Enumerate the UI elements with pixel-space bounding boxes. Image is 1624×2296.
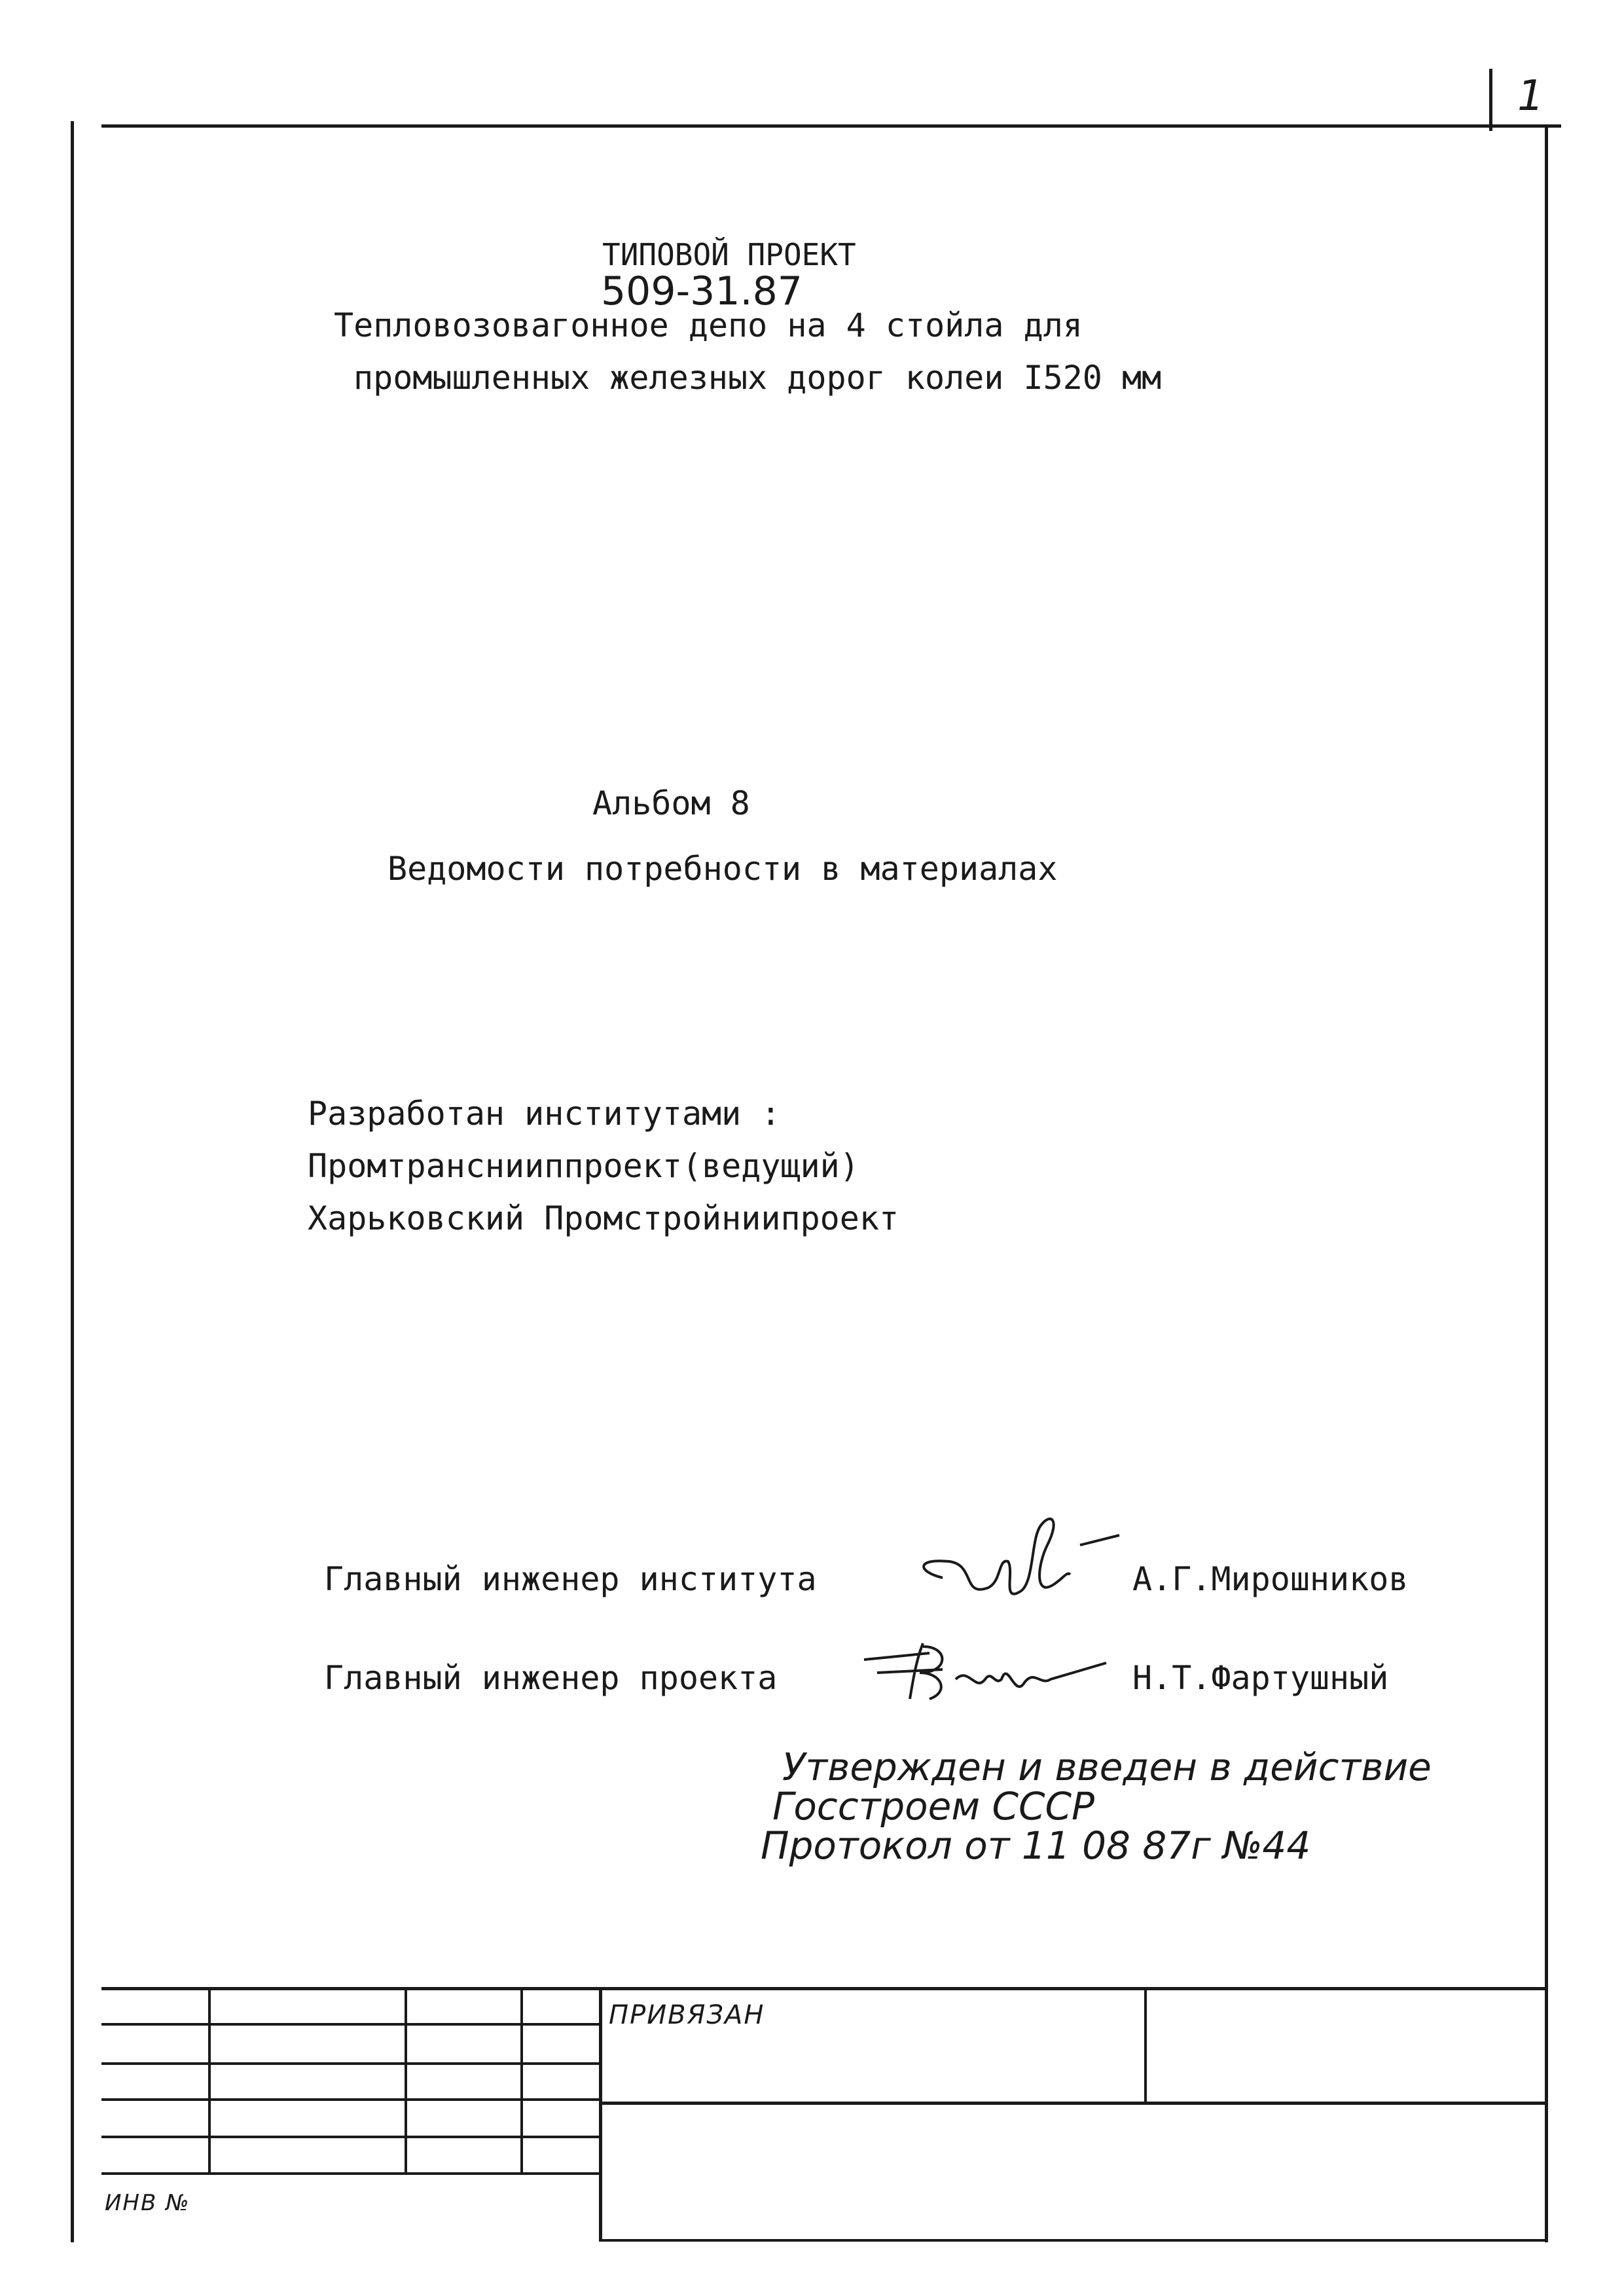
frame-left (71, 121, 74, 2242)
chief-engineer-institute-role: Главный инженер института (324, 1560, 817, 1598)
subtitle-line-1: Тепловозовагонное депо на 4 стойла для (334, 306, 1083, 344)
title-block-col-3 (520, 1987, 523, 2174)
title-block-bottom (599, 2239, 1548, 2242)
title-block-row-1 (101, 2023, 599, 2026)
album-label: Альбом 8 (592, 784, 750, 822)
title-block-col-5 (1144, 1987, 1147, 2104)
chief-engineer-project-name: Н.Т.Фартушный (1132, 1659, 1389, 1697)
title-block-row-2 (101, 2062, 599, 2065)
title-block-row-5 (101, 2172, 599, 2175)
title-block-col-1 (208, 1987, 211, 2174)
page-number-divider (1489, 69, 1492, 131)
chief-engineer-institute-name: А.Г.Мирошников (1132, 1560, 1409, 1598)
developer-institute-1: Промтранснииппроект(ведущий) (308, 1147, 859, 1185)
approval-line-2: Госстроем СССР (772, 1784, 1095, 1829)
signature-fartushny (851, 1633, 1126, 1705)
approval-line-3: Протокол от 11 08 87г №44 (761, 1823, 1311, 1868)
subtitle-line-2: промышленных железных дорог колеи I520 мм (353, 359, 1162, 397)
frame-top (101, 124, 1561, 128)
album-title: Ведомости потребности в материалах (388, 850, 1058, 888)
developer-institute-2: Харьковский Промстройниипроект (308, 1199, 899, 1237)
bound-label: ПРИВЯЗАН (609, 2000, 765, 2030)
title-block-row-4 (101, 2136, 599, 2138)
title-block-top (101, 1987, 1548, 1990)
page-number: 1 (1517, 72, 1544, 120)
frame-right (1545, 124, 1548, 2242)
title-block-col-4 (599, 1987, 602, 2239)
signature-miroshnikov (903, 1499, 1139, 1624)
title-block-mid (599, 2102, 1548, 2105)
approval-line-1: Утвержден и введен в действие (782, 1745, 1432, 1789)
page-title: ТИПОВОЙ ПРОЕКТ (602, 237, 856, 272)
developers-heading: Разработан институтами : (308, 1095, 781, 1133)
title-block-col-2 (405, 1987, 407, 2174)
project-code: 509-31.87 (601, 268, 803, 314)
title-block-row-3 (101, 2098, 599, 2101)
inventory-label: ИНВ № (105, 2190, 190, 2216)
chief-engineer-project-role: Главный инженер проекта (324, 1659, 778, 1697)
